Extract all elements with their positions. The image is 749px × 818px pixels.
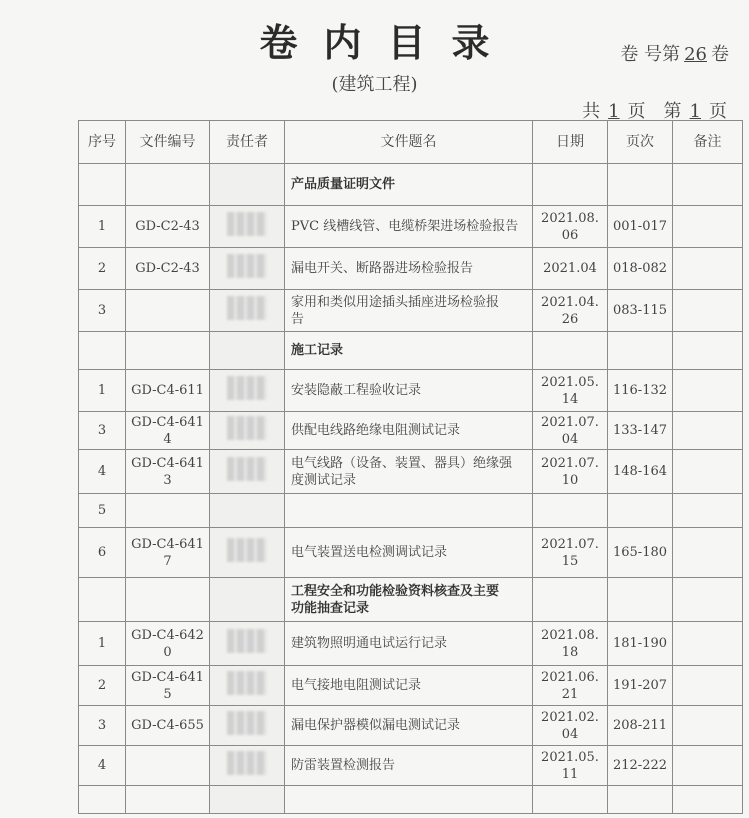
cell-responsible (210, 786, 285, 814)
cell-title: 电气接地电阻测试记录 (285, 666, 533, 706)
cell-code (126, 746, 210, 786)
cell-remarks (673, 528, 743, 578)
cell-date: 2021.04 (533, 248, 608, 290)
table-row (79, 786, 743, 814)
redacted-name (227, 671, 267, 695)
table-row (79, 450, 743, 494)
cell-responsible (210, 164, 285, 206)
cell-date (533, 494, 608, 528)
cell-title (285, 786, 533, 814)
cell-date: 2021.04. 26 (533, 290, 608, 332)
cell-no: 2 (79, 666, 126, 706)
cell-no: 3 (79, 706, 126, 746)
redacted-name (227, 711, 267, 735)
cell-title: 安装隐蔽工程验收记录 (285, 370, 533, 412)
cell-code: GD-C4-655 (126, 706, 210, 746)
cell-pages: 116-132 (608, 370, 673, 412)
table-row (79, 622, 743, 666)
col-header-title: 文件题名 (285, 121, 533, 164)
cell-date: 2021.05. 11 (533, 746, 608, 786)
cell-code: GD-C2-43 (126, 248, 210, 290)
cell-remarks (673, 248, 743, 290)
cell-pages (608, 164, 673, 206)
section-title: 工程安全和功能检验资料核查及主要 功能抽查记录 (285, 578, 533, 622)
section-title: 产品质量证明文件 (285, 164, 533, 206)
cell-title: PVC 线槽线管、电缆桥架进场检验报告 (285, 206, 533, 248)
cell-responsible (210, 450, 285, 494)
cell-code: GD-C4-641 4 (126, 412, 210, 450)
cell-title: 建筑物照明通电试运行记录 (285, 622, 533, 666)
cell-responsible (210, 412, 285, 450)
cell-no: 4 (79, 450, 126, 494)
redacted-name (227, 212, 267, 236)
cell-date (533, 786, 608, 814)
cell-date: 2021.02. 04 (533, 706, 608, 746)
cell-remarks (673, 290, 743, 332)
cell-pages: 001-017 (608, 206, 673, 248)
page-subtitle: (建筑工程) (331, 74, 418, 95)
cell-responsible (210, 370, 285, 412)
volume-number: 卷 号第 26 卷 (620, 44, 729, 65)
table-row (79, 370, 743, 412)
table-row (79, 412, 743, 450)
cell-no: 5 (79, 494, 126, 528)
cell-no: 1 (79, 206, 126, 248)
redacted-name (227, 751, 267, 775)
cell-pages: 133-147 (608, 412, 673, 450)
section-title: 施工记录 (285, 332, 533, 370)
cell-responsible (210, 290, 285, 332)
cell-date: 2021.08. 18 (533, 622, 608, 666)
cell-code (126, 786, 210, 814)
cell-pages: 018-082 (608, 248, 673, 290)
col-header-date: 日期 (533, 121, 608, 164)
cell-pages (608, 578, 673, 622)
cell-date (533, 578, 608, 622)
cell-date (533, 164, 608, 206)
cell-pages (608, 332, 673, 370)
cell-remarks (673, 450, 743, 494)
redacted-name (227, 376, 267, 400)
table-row (79, 206, 743, 248)
col-header-responsible: 责任者 (210, 121, 285, 164)
table-row (79, 528, 743, 578)
cell-remarks (673, 412, 743, 450)
cell-pages (608, 494, 673, 528)
cell-no: 3 (79, 412, 126, 450)
cell-code: GD-C4-641 3 (126, 450, 210, 494)
cell-code: GD-C4-641 5 (126, 666, 210, 706)
cell-responsible (210, 746, 285, 786)
cell-responsible (210, 578, 285, 622)
cell-remarks (673, 786, 743, 814)
cell-remarks (673, 164, 743, 206)
cell-title: 供配电线路绝缘电阻测试记录 (285, 412, 533, 450)
section-row (79, 578, 743, 622)
table-header-row (79, 121, 743, 164)
cell-responsible (210, 706, 285, 746)
col-header-pages: 页次 (608, 121, 673, 164)
cell-remarks (673, 666, 743, 706)
cell-code (126, 578, 210, 622)
cell-remarks (673, 494, 743, 528)
redacted-name (227, 457, 267, 481)
cell-code: GD-C4-641 7 (126, 528, 210, 578)
cell-date: 2021.06. 21 (533, 666, 608, 706)
cell-remarks (673, 370, 743, 412)
table-row (79, 706, 743, 746)
cell-title: 家用和类似用途插头插座进场检验报 告 (285, 290, 533, 332)
cell-code: GD-C4-642 0 (126, 622, 210, 666)
cell-title: 电气线路（设备、装置、器具）绝缘强 度测试记录 (285, 450, 533, 494)
cell-no: 4 (79, 746, 126, 786)
table-row (79, 746, 743, 786)
cell-code: GD-C2-43 (126, 206, 210, 248)
cell-pages: 208-211 (608, 706, 673, 746)
cell-title: 电气装置送电检测调试记录 (285, 528, 533, 578)
redacted-name (227, 538, 267, 562)
cell-title: 防雷装置检测报告 (285, 746, 533, 786)
table-row (79, 290, 743, 332)
redacted-name (227, 416, 267, 440)
cell-date: 2021.07. 10 (533, 450, 608, 494)
cell-no (79, 786, 126, 814)
cell-title: 漏电保护器模似漏电测试记录 (285, 706, 533, 746)
cell-remarks (673, 706, 743, 746)
cell-date: 2021.07. 15 (533, 528, 608, 578)
catalog-table (78, 120, 743, 814)
cell-no (79, 164, 126, 206)
cell-remarks (673, 746, 743, 786)
cell-responsible (210, 528, 285, 578)
cell-remarks (673, 578, 743, 622)
cell-date: 2021.08. 06 (533, 206, 608, 248)
cell-date: 2021.07. 04 (533, 412, 608, 450)
cell-no: 6 (79, 528, 126, 578)
cell-pages (608, 786, 673, 814)
col-header-no: 序号 (79, 121, 126, 164)
col-header-code: 文件编号 (126, 121, 210, 164)
cell-code (126, 290, 210, 332)
cell-responsible (210, 666, 285, 706)
cell-remarks (673, 332, 743, 370)
section-row (79, 164, 743, 206)
page-title: 卷内目录 (259, 20, 516, 65)
cell-title: 漏电开关、断路器进场检验报告 (285, 248, 533, 290)
cell-pages: 148-164 (608, 450, 673, 494)
cell-remarks (673, 206, 743, 248)
table-row (79, 248, 743, 290)
cell-date: 2021.05. 14 (533, 370, 608, 412)
cell-responsible (210, 494, 285, 528)
page-count: 共 1 页 第 1 页 (582, 101, 727, 122)
cell-responsible (210, 248, 285, 290)
cell-code (126, 494, 210, 528)
cell-pages: 181-190 (608, 622, 673, 666)
cell-no: 3 (79, 290, 126, 332)
cell-no: 2 (79, 248, 126, 290)
cell-remarks (673, 622, 743, 666)
cell-pages: 191-207 (608, 666, 673, 706)
cell-code (126, 332, 210, 370)
table-row (79, 666, 743, 706)
cell-pages: 212-222 (608, 746, 673, 786)
cell-responsible (210, 206, 285, 248)
cell-code: GD-C4-611 (126, 370, 210, 412)
col-header-remarks: 备注 (673, 121, 743, 164)
redacted-name (227, 254, 267, 278)
cell-responsible (210, 332, 285, 370)
cell-date (533, 332, 608, 370)
cell-code (126, 164, 210, 206)
cell-no (79, 332, 126, 370)
cell-pages: 083-115 (608, 290, 673, 332)
cell-title (285, 494, 533, 528)
cell-responsible (210, 622, 285, 666)
cell-no: 1 (79, 370, 126, 412)
cell-no: 1 (79, 622, 126, 666)
redacted-name (227, 629, 267, 653)
section-row (79, 332, 743, 370)
table-row (79, 494, 743, 528)
cell-pages: 165-180 (608, 528, 673, 578)
cell-no (79, 578, 126, 622)
redacted-name (227, 296, 267, 320)
